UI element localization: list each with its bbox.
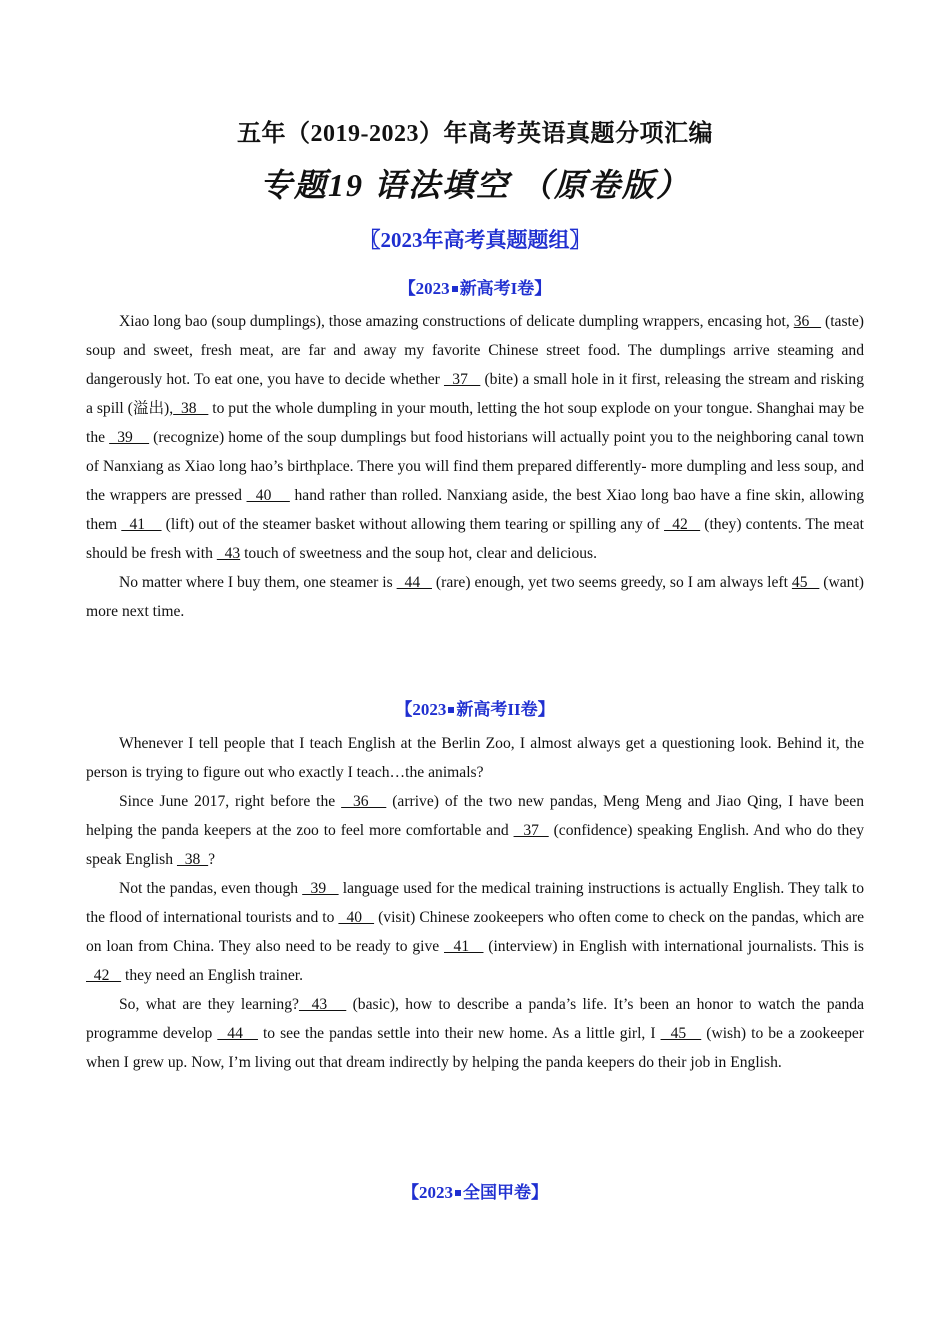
section-title-prefix: 【2023 [395, 700, 447, 719]
answer-blank[interactable]: 45 [660, 1025, 702, 1042]
passage-text: (rare) enough, yet two seems greedy, so I am always left [431, 574, 792, 591]
section-title-national-a [0, 1178, 950, 1203]
section-title-prefix: 【2023 [402, 1183, 453, 1202]
answer-blank[interactable]: 41 [121, 516, 162, 533]
section-title-suffix: 新高考II卷】 [456, 700, 555, 719]
passage-text: (visit) Chinese zookeepers who often come to check on the pandas, which are on loan from China. They also need to be ready to give [86, 909, 864, 955]
paragraph [86, 990, 864, 1077]
bullet-dot-icon [448, 707, 454, 713]
paragraph [86, 729, 864, 787]
passage-text: they need an English trainer. [121, 967, 303, 984]
paragraph [86, 307, 864, 568]
answer-blank[interactable]: 40 [246, 487, 290, 504]
passage-text: No matter where I buy them, one steamer is [119, 574, 397, 591]
passage-text: touch of sweetness and the soup hot, clear and delicious. [240, 545, 598, 562]
passage-text: Not the pandas, even though [119, 880, 303, 897]
section-title-suffix: 全国甲卷】 [463, 1183, 548, 1202]
question-group-title: 〖2023年高考真题题组〗 [359, 228, 591, 252]
answer-blank[interactable]: 37 [443, 371, 481, 388]
answer-blank[interactable]: 39 [302, 880, 339, 897]
document-subtitle: 专题19 语法填空 （原卷版） [259, 167, 690, 203]
passage-new-gaokao-1 [86, 307, 864, 626]
answer-blank[interactable]: 36 [793, 313, 822, 330]
answer-blank[interactable]: 42 [86, 967, 122, 984]
passage-text: (confidence) speaking English. And who do they speak English [86, 822, 864, 868]
answer-blank[interactable]: 38 [176, 851, 209, 868]
section-title-prefix: 【2023 [398, 279, 450, 298]
bullet-dot-icon [455, 1190, 461, 1196]
passage-text: ? [208, 851, 216, 868]
document-title: 五年（2019-2023）年高考英语真题分项汇编 [237, 121, 713, 147]
section-title-suffix: 新高考I卷】 [459, 279, 552, 298]
answer-blank[interactable]: 43 [216, 545, 241, 562]
paragraph [86, 787, 864, 874]
passage-text: to put the whole dumpling in your mouth, letting the hot soup explode on your tongue. Shanghai may be the [86, 400, 864, 446]
passage-text: to see the pandas settle into their new home. As a little girl, I [257, 1025, 661, 1042]
passage-text: Since June 2017, right before the [119, 793, 342, 810]
answer-blank[interactable]: 41 [444, 938, 484, 955]
answer-blank[interactable]: 39 [109, 429, 150, 446]
passage-text: Whenever I tell people that I teach English at the Berlin Zoo, I almost always get a questioning look. Behind it, the person is trying to figure out who exactly I teach…the animals? [86, 735, 864, 781]
passage-text: (basic), how to describe a panda’s life. It’s been an honor to watch the panda programme develop [86, 996, 865, 1042]
passage-text: So, what are they learning? [119, 996, 299, 1013]
passage-new-gaokao-2 [86, 729, 864, 1077]
answer-blank[interactable]: 42 [664, 516, 701, 533]
passage-text: hand rather than rolled. Nanxiang aside, the best Xiao long bao have a fine skin, allowing them [86, 487, 864, 533]
passage-text: (wish) to be a zookeeper when I grew up. Now, I’m living out that dream indirectly by helping the panda keepers do their job in English. [86, 1025, 864, 1071]
passage-text: (want) more next time. [86, 574, 864, 620]
passage-text: language used for the medical training instructions is actually English. They talk to the flood of international tourists and to [86, 880, 864, 926]
bullet-dot-icon [452, 286, 458, 292]
answer-blank[interactable]: 36 [341, 793, 387, 810]
passage-text: (they) contents. The meat should be fresh with [86, 516, 864, 562]
passage-text: (interview) in English with international journalists. This is [483, 938, 864, 955]
passage-text: (lift) out of the steamer basket without allowing them tearing or spilling any of [161, 516, 665, 533]
section-title-new-gaokao-1 [0, 274, 950, 299]
passage-text: (arrive) of the two new pandas, Meng Meng and Jiao Qing, I have been helping the panda keepers at the zoo to feel more comfortable and [86, 793, 864, 839]
paragraph [86, 874, 864, 990]
paragraph [86, 568, 864, 626]
answer-blank[interactable]: 43 [298, 996, 347, 1013]
answer-blank[interactable]: 45 [791, 574, 820, 591]
section-title-new-gaokao-2 [0, 695, 950, 720]
passage-text: (bite) a small hole in it first, releasing the stream and risking a spill (溢出), [86, 371, 865, 417]
passage-text: (taste) soup and sweet, fresh meat, are far and away my favorite Chinese street food. The dumplings arrive steaming and dangerously hot. To eat one, you have to decide whether [86, 313, 864, 388]
passage-text: (recognize) home of the soup dumplings but food historians will actually point you to the neighboring canal town of Nanxiang as Xiao long hao’s birthplace. There you will find them prepared differently- more dumpling and less soup, and the wrappers are pressed [86, 429, 865, 504]
answer-blank[interactable]: 37 [513, 822, 549, 839]
answer-blank[interactable]: 44 [217, 1025, 258, 1042]
answer-blank[interactable]: 44 [396, 574, 432, 591]
answer-blank[interactable]: 38 [173, 400, 209, 417]
answer-blank[interactable]: 40 [338, 909, 375, 926]
passage-text: Xiao long bao (soup dumplings), those amazing constructions of delicate dumpling wrappers, encasing hot, [119, 313, 794, 330]
